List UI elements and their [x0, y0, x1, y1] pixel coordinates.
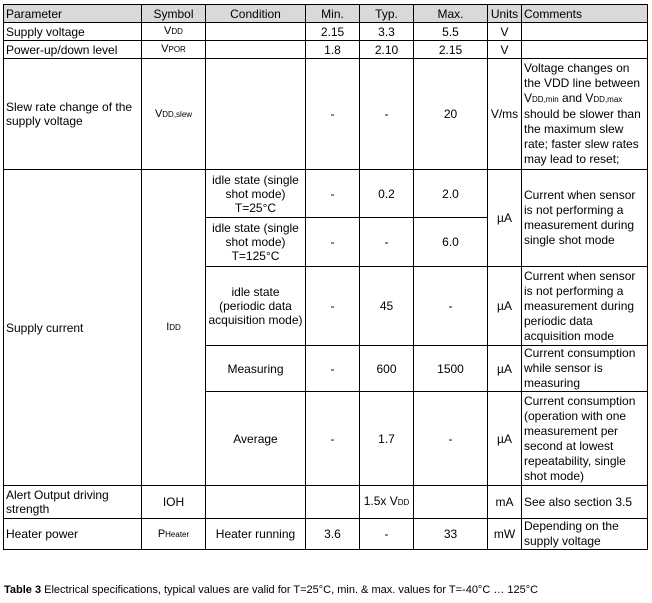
- header-condition: Condition: [206, 5, 306, 23]
- min-cell: -: [306, 392, 360, 486]
- min-cell: -: [306, 170, 360, 218]
- typ-cell: -: [360, 59, 414, 170]
- typ-cell: 1.5x VDD: [360, 486, 414, 519]
- parameter-cell: Supply voltage: [4, 23, 142, 41]
- comments-cell: [522, 41, 648, 59]
- condition-cell: [206, 59, 306, 170]
- table-row: [4, 23, 648, 41]
- comments-cell: Current consumption while sensor is measuring: [522, 346, 648, 392]
- table-row: [4, 519, 648, 550]
- condition-cell: [206, 41, 306, 59]
- condition-cell: Measuring: [206, 346, 306, 392]
- comments-cell: Voltage changes on the VDD line between VDD,min and VDD,max should be slower than the maximum slew rate; faster slew rates may lead to reset;: [522, 59, 648, 170]
- parameter-cell: Power-up/down level: [4, 41, 142, 59]
- typ-cell: 3.3: [360, 23, 414, 41]
- electrical-specifications-table: [3, 4, 648, 550]
- header-typ: Typ.: [360, 5, 414, 23]
- comments-cell: Current consumption (operation with one measurement per second at lowest repeatability, single shot mode): [522, 392, 648, 486]
- typ-cell: -: [360, 519, 414, 550]
- comments-cell: Current when sensor is not performing a measurement during single shot mode: [522, 170, 648, 267]
- min-cell: -: [306, 59, 360, 170]
- min-cell: 2.15: [306, 23, 360, 41]
- comments-cell: Depending on the supply voltage: [522, 519, 648, 550]
- min-cell: 1.8: [306, 41, 360, 59]
- max-cell: -: [414, 392, 488, 486]
- comments-cell: [522, 23, 648, 41]
- parameter-cell: Alert Output driving strength: [4, 486, 142, 519]
- symbol-cell: VDD: [142, 23, 206, 41]
- condition-cell: [206, 486, 306, 519]
- max-cell: 20: [414, 59, 488, 170]
- max-cell: -: [414, 267, 488, 346]
- typ-cell: 0.2: [360, 170, 414, 218]
- table-row: [4, 170, 648, 218]
- max-cell: 33: [414, 519, 488, 550]
- typ-cell: 45: [360, 267, 414, 346]
- header-units: Units: [488, 5, 522, 23]
- header-max: Max.: [414, 5, 488, 23]
- units-cell: mA: [488, 486, 522, 519]
- units-cell: µA: [488, 392, 522, 486]
- symbol-cell: IDD: [142, 170, 206, 486]
- parameter-cell: Heater power: [4, 519, 142, 550]
- header-comments: Comments: [522, 5, 648, 23]
- units-cell: V/ms: [488, 59, 522, 170]
- table-row: [4, 41, 648, 59]
- max-cell: 6.0: [414, 218, 488, 267]
- header-min: Min.: [306, 5, 360, 23]
- header-row: [4, 5, 648, 23]
- caption-label: Table 3: [4, 584, 42, 596]
- units-cell: V: [488, 23, 522, 41]
- condition-cell: idle state (single shot mode) T=125°C: [206, 218, 306, 267]
- max-cell: [414, 486, 488, 519]
- symbol-cell: PHeater: [142, 519, 206, 550]
- max-cell: 2.0: [414, 170, 488, 218]
- max-cell: 5.5: [414, 23, 488, 41]
- parameter-cell: Supply current: [4, 170, 142, 486]
- symbol-cell: VDD,slew: [142, 59, 206, 170]
- typ-cell: 2.10: [360, 41, 414, 59]
- units-cell: µA: [488, 170, 522, 267]
- condition-cell: idle state (single shot mode) T=25°C: [206, 170, 306, 218]
- condition-cell: Heater running: [206, 519, 306, 550]
- condition-cell: [206, 23, 306, 41]
- typ-cell: -: [360, 218, 414, 267]
- caption-text: Electrical specifications, typical values are valid for T=25°C, min. & max. values for T=-40°C … 125°C: [41, 584, 539, 596]
- header-symbol: Symbol: [142, 5, 206, 23]
- min-cell: -: [306, 346, 360, 392]
- condition-cell: idle state (periodic data acquisition mode): [206, 267, 306, 346]
- max-cell: 1500: [414, 346, 488, 392]
- units-cell: µA: [488, 267, 522, 346]
- parameter-cell: Slew rate change of the supply voltage: [4, 59, 142, 170]
- header-parameter: Parameter: [4, 5, 142, 23]
- units-cell: µA: [488, 346, 522, 392]
- min-cell: [306, 486, 360, 519]
- comments-cell: See also section 3.5: [522, 486, 648, 519]
- typ-cell: 600: [360, 346, 414, 392]
- min-cell: -: [306, 267, 360, 346]
- units-cell: mW: [488, 519, 522, 550]
- symbol-cell: IOH: [142, 486, 206, 519]
- condition-cell: Average: [206, 392, 306, 486]
- max-cell: 2.15: [414, 41, 488, 59]
- typ-cell: 1.7: [360, 392, 414, 486]
- symbol-cell: VPOR: [142, 41, 206, 59]
- table-caption: [4, 584, 538, 596]
- table-row: [4, 59, 648, 170]
- min-cell: 3.6: [306, 519, 360, 550]
- table-row: [4, 486, 648, 519]
- units-cell: V: [488, 41, 522, 59]
- comments-cell: Current when sensor is not performing a measurement during periodic data acquisition mode: [522, 267, 648, 346]
- min-cell: -: [306, 218, 360, 267]
